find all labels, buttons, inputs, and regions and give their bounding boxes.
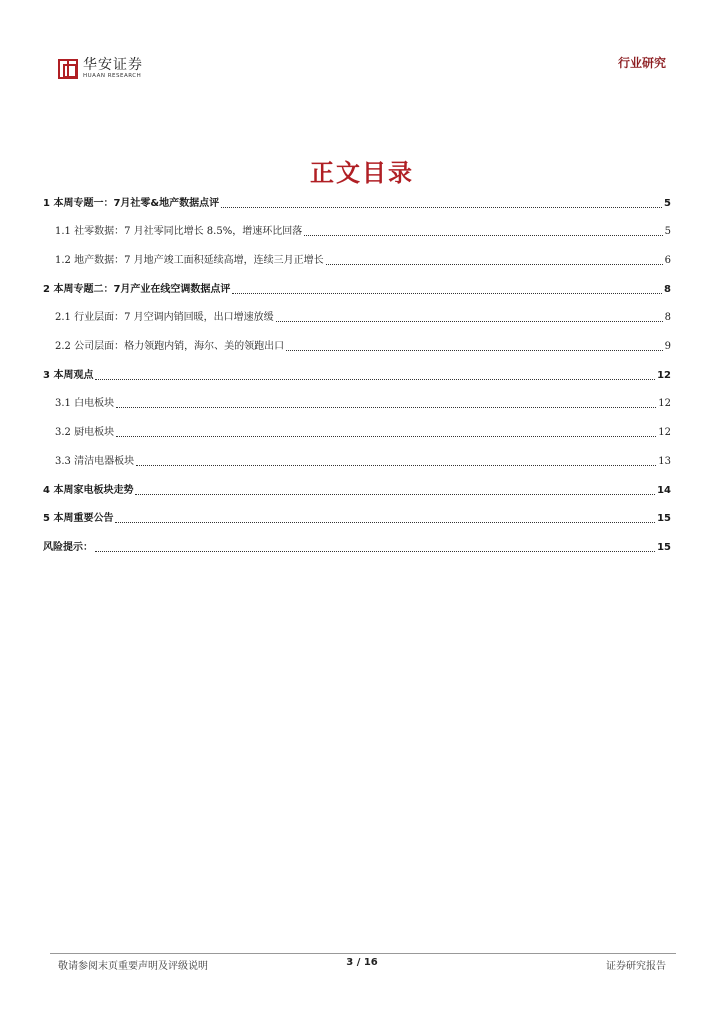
leader-dots [116, 436, 656, 437]
leader-dots [116, 407, 656, 408]
leader-dots [135, 494, 655, 495]
toc-entry-title: 5 本周重要公告 [43, 513, 114, 524]
toc-entry-page: 12 [658, 398, 671, 409]
toc-entry-title: 3.1 白电板块 [55, 398, 115, 409]
toc-entry[interactable] [43, 223, 671, 239]
logo-name-en: HUAAN RESEARCH [83, 73, 142, 79]
toc-entry-page: 8 [664, 284, 671, 295]
leader-dots [221, 207, 662, 208]
toc-entry-title: 4 本周家电板块走势 [43, 485, 134, 496]
report-type: 证券研究报告 [606, 961, 666, 972]
toc-entry[interactable] [43, 539, 671, 555]
toc-entry[interactable] [43, 281, 671, 297]
toc-entry-page: 12 [658, 427, 671, 438]
footer-disclaimer: 敬请参阅末页重要声明及评级说明 [58, 961, 208, 972]
company-logo [58, 58, 143, 80]
toc-entry[interactable] [43, 395, 671, 411]
toc-entry[interactable] [43, 195, 671, 211]
leader-dots [95, 551, 655, 552]
toc-entry-page: 14 [657, 485, 671, 496]
toc-entry[interactable] [43, 338, 671, 354]
toc-entry-page: 15 [657, 542, 671, 553]
toc-entry-page: 6 [664, 255, 671, 266]
leader-dots [286, 350, 663, 351]
toc-entry-title: 2.1 行业层面：7 月空调内销回暖，出口增速放缓 [55, 312, 274, 323]
toc-entry-title: 风险提示： [43, 542, 93, 553]
leader-dots [326, 264, 663, 265]
page-header [0, 0, 724, 100]
toc-entry[interactable] [43, 482, 671, 498]
page-number: 3 / 16 [346, 957, 378, 968]
toc-entry-page: 5 [664, 198, 671, 209]
toc-entry[interactable] [43, 453, 671, 469]
toc-entry[interactable] [43, 252, 671, 268]
toc-entry-page: 13 [658, 456, 671, 467]
toc-entry-title: 2 本周专题二：7月产业在线空调数据点评 [43, 284, 231, 295]
toc-entry[interactable] [43, 309, 671, 325]
leader-dots [115, 522, 655, 523]
toc-entry-page: 15 [657, 513, 671, 524]
footer-divider [50, 953, 676, 954]
leader-dots [95, 379, 655, 380]
toc-title: 正文目录 [310, 159, 414, 187]
toc-entry-page: 12 [657, 370, 671, 381]
toc-entry-page: 5 [664, 226, 671, 237]
logo-name-cn: 华安证券 [83, 57, 143, 73]
leader-dots [136, 465, 656, 466]
report-category: 行业研究 [617, 56, 666, 70]
toc-entry-title: 1.1 社零数据：7 月社零同比增长 8.5%，增速环比回落 [55, 226, 303, 237]
toc-entry[interactable] [43, 424, 671, 440]
toc-entry[interactable] [43, 510, 671, 526]
toc-entry-title: 2.2 公司层面：格力领跑内销，海尔、美的领跑出口 [55, 341, 285, 352]
toc-entry-title: 3 本周观点 [43, 370, 94, 381]
toc-entry-page: 9 [664, 341, 671, 352]
leader-dots [304, 235, 662, 236]
toc-entry[interactable] [43, 367, 671, 383]
leader-dots [276, 321, 663, 322]
logo-seal-icon [58, 59, 78, 79]
leader-dots [232, 293, 662, 294]
toc-entry-title: 1 本周专题一：7月社零&地产数据点评 [43, 198, 220, 209]
toc-entry-title: 1.2 地产数据：7 月地产竣工面积延续高增，连续三月正增长 [55, 255, 324, 266]
toc-entry-page: 8 [664, 312, 671, 323]
toc-entry-title: 3.3 清洁电器板块 [55, 456, 135, 467]
toc-entry-title: 3.2 厨电板块 [55, 427, 115, 438]
